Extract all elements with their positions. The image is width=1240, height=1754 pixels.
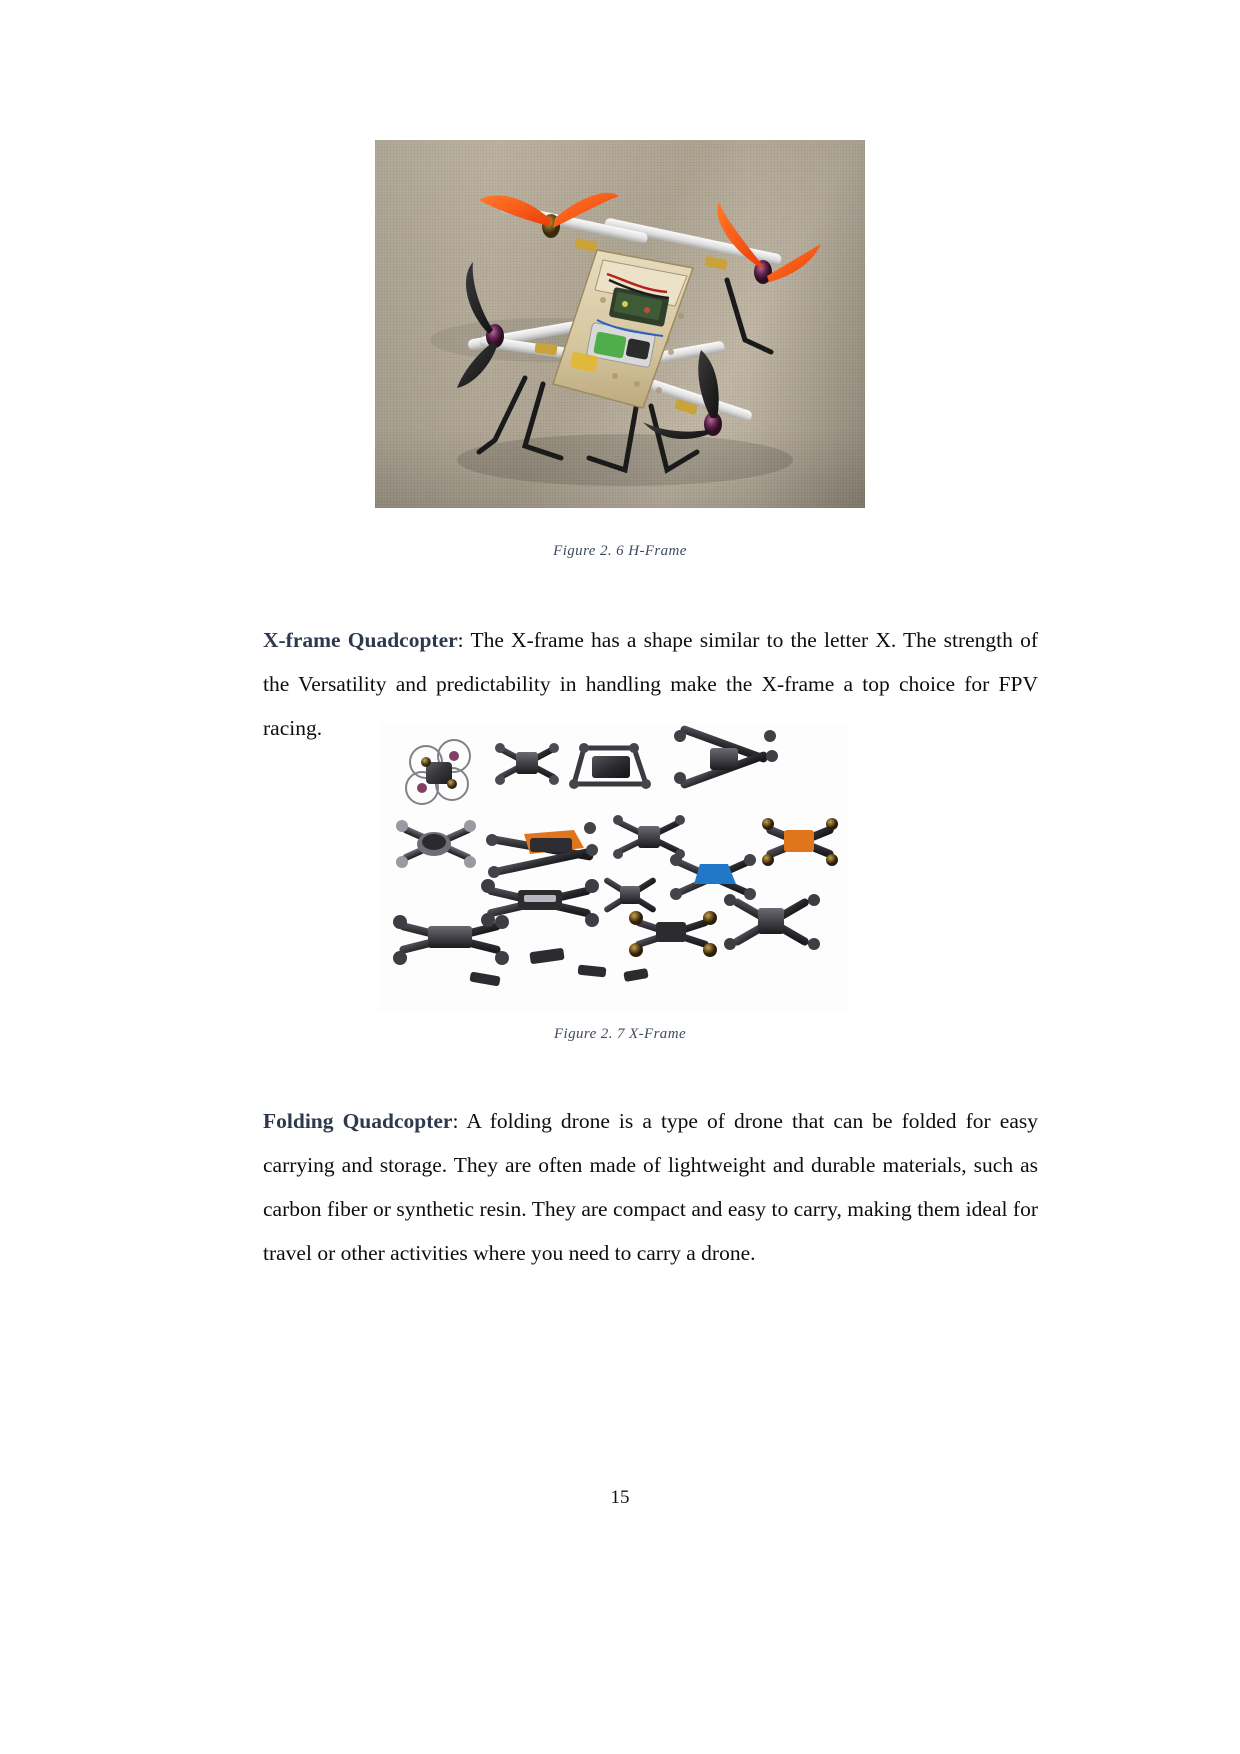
- paragraph-separator-x-frame: :: [457, 627, 471, 652]
- h-frame-photo-canvas: [375, 140, 865, 508]
- paragraph-body-x-frame: The X-frame has a shape similar to the letter X. The strength of the Versatility and predictability in handling make the X-frame a top choice for FPV racing.: [263, 627, 1038, 740]
- paragraph-body-folding: A folding drone is a type of drone that can be folded for easy carrying and storage. They are often made of lightweight and durable materials, such as carbon fiber or synthetic resin. They are compact and easy to carry, making them ideal for travel or other activities where you need to carry a drone.: [263, 1108, 1038, 1265]
- figure-2-7-image: [378, 722, 848, 1012]
- paragraph-lead-x-frame: X-frame Quadcopter: [263, 627, 458, 652]
- h-frame-quadcopter-illustration: [375, 140, 865, 508]
- paragraph-lead-folding: Folding Quadcopter: [263, 1108, 453, 1133]
- x-frame-collage-illustration: [378, 722, 848, 1012]
- figure-2-7-caption: Figure 2. 7 X-Frame: [553, 1026, 687, 1042]
- figure-2-6-image: [375, 140, 865, 508]
- paragraph-separator-folding: :: [452, 1108, 467, 1133]
- page-number: 15: [610, 1487, 630, 1508]
- figure-2-6-caption: Figure 2. 6 H-Frame: [553, 543, 687, 559]
- paragraph-folding-quadcopter: [263, 1099, 1038, 1275]
- x-frame-collage-canvas: [378, 722, 848, 1012]
